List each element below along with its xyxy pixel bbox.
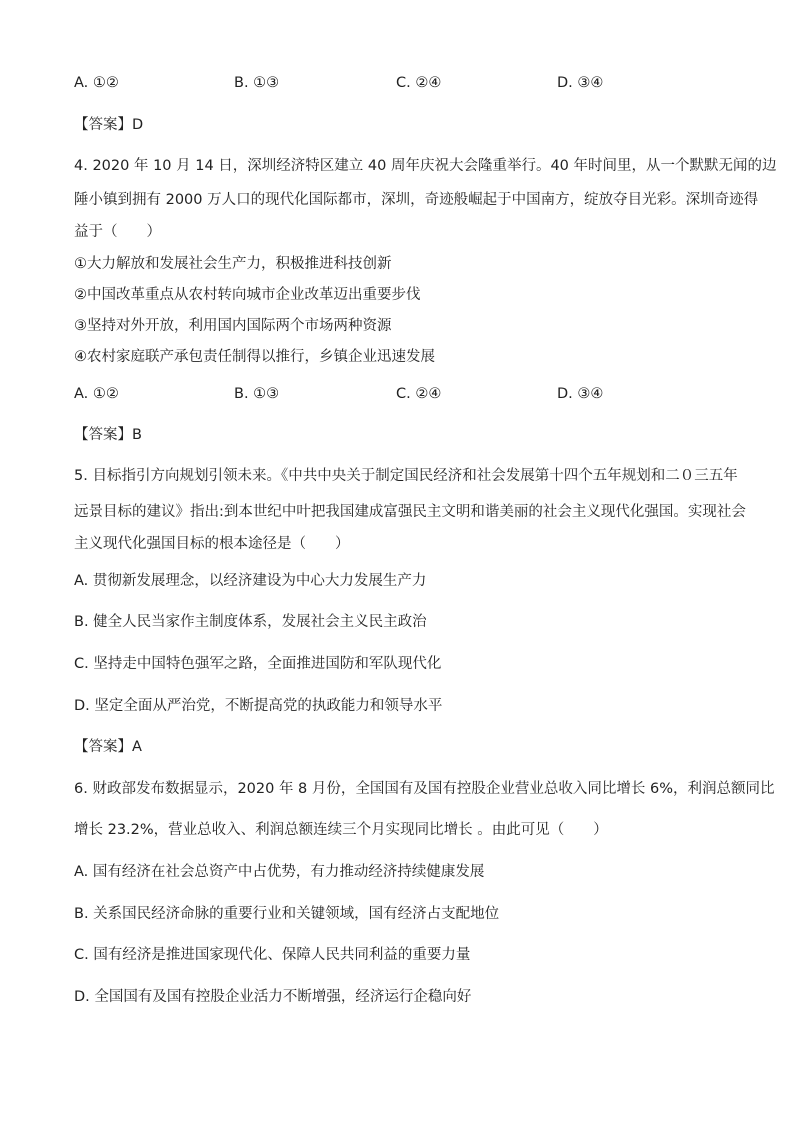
q4-option-d: D. ③④ (557, 386, 604, 402)
q4-stem-line-1: 4. 2020 年 10 月 14 日，深圳经济特区建立 40 周年庆祝大会隆重举行。40 年时间里，从一个默默无闻的边 (74, 158, 777, 174)
q3-options (74, 73, 734, 93)
q5-option-b: B. 健全人民当家作主制度体系，发展社会主义民主政治 (74, 614, 427, 630)
q4-stem-line-3: 益于（ ） (74, 224, 161, 240)
q6-option-d: D. 全国国有及国有控股企业活力不断增强，经济运行企稳向好 (74, 989, 472, 1005)
q5-stem-line-2: 远景目标的建议》指出:到本世纪中叶把我国建成富强民主文明和谐美丽的社会主义现代化强国。实现社会 (74, 504, 746, 520)
q3-option-c: C. ②④ (396, 75, 442, 91)
q5-option-c: C. 坚持走中国特色强军之路，全面推进国防和军队现代化 (74, 656, 442, 672)
q4-stem-line-2: 陲小镇到拥有 2000 万人口的现代化国际都市，深圳，奇迹般崛起于中国南方，绽放夺目光彩。深圳奇迹得 (74, 192, 759, 208)
q6-option-b: B. 关系国民经济命脉的重要行业和关键领域，国有经济占支配地位 (74, 906, 500, 922)
q4-item-4: ④农村家庭联产承包责任制得以推行，乡镇企业迅速发展 (74, 349, 435, 365)
q4-option-c: C. ②④ (396, 386, 442, 402)
q4-item-1: ①大力解放和发展社会生产力，积极推进科技创新 (74, 256, 392, 272)
q5-option-d: D. 坚定全面从严治党，不断提高党的执政能力和领导水平 (74, 698, 443, 714)
q4-item-2: ②中国改革重点从农村转向城市企业改革迈出重要步伐 (74, 287, 421, 303)
q3-option-a: A. ①② (74, 75, 119, 91)
q5-answer: 【答案】A (74, 739, 142, 755)
q4-option-b: B. ①③ (234, 386, 280, 402)
q5-stem-line-1: 5. 目标指引方向规划引领未来。《中共中央关于制定国民经济和社会发展第十四个五年规划和二０三五年 (74, 468, 738, 484)
q4-option-a: A. ①② (74, 386, 119, 402)
q5-stem-line-3: 主义现代化强国目标的根本途径是（ ） (74, 536, 350, 552)
q3-answer: 【答案】D (74, 117, 144, 133)
q5-option-a: A. 贯彻新发展理念，以经济建设为中心大力发展生产力 (74, 573, 427, 589)
q6-option-c: C. 国有经济是推进国家现代化、保障人民共同利益的重要力量 (74, 947, 471, 963)
q4-answer: 【答案】B (74, 427, 142, 443)
q6-option-a: A. 国有经济在社会总资产中占优势，有力推动经济持续健康发展 (74, 864, 485, 880)
q3-option-d: D. ③④ (557, 75, 604, 91)
q4-item-3: ③坚持对外开放，利用国内国际两个市场两种资源 (74, 318, 392, 334)
q3-option-b: B. ①③ (234, 75, 280, 91)
q6-stem-line-1: 6. 财政部发布数据显示，2020 年 8 月份，全国国有及国有控股企业营业总收入同比增长 6%，利润总额同比 (74, 781, 775, 797)
q6-stem-line-2: 增长 23.2%，营业总收入、利润总额连续三个月实现同比增长 。由此可见（ ） (74, 822, 608, 838)
q4-options (74, 384, 734, 404)
